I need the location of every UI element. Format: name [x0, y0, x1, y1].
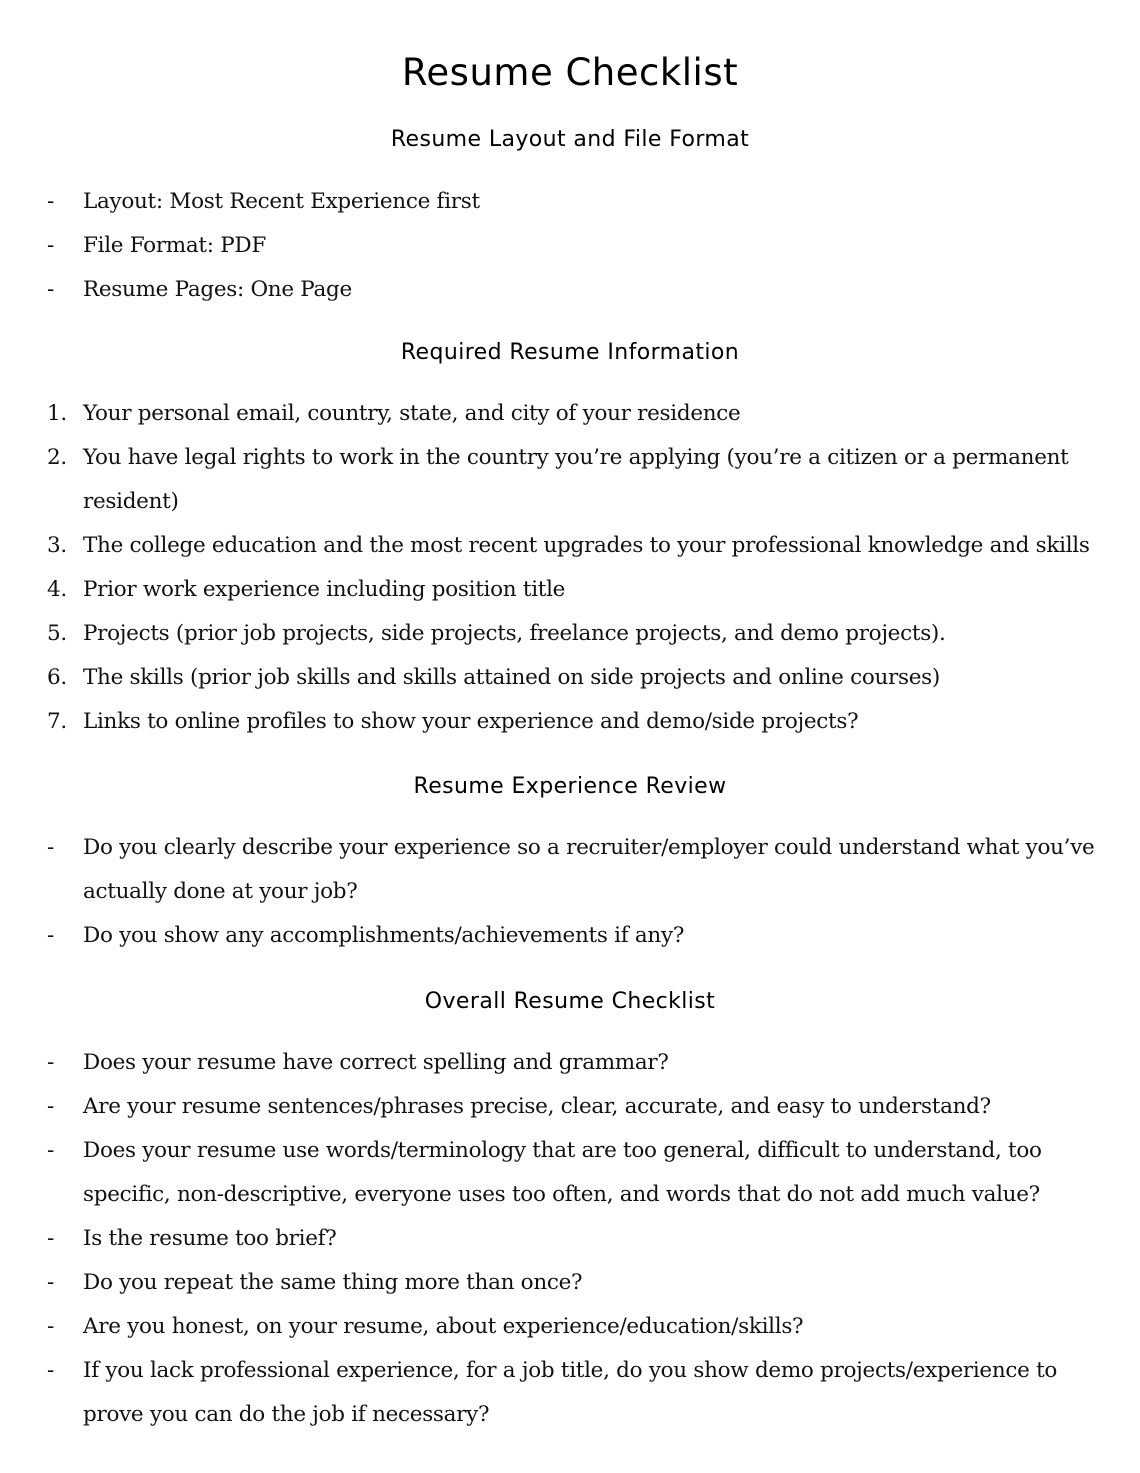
list-item-text: File Format: PDF — [83, 233, 266, 258]
dash-bullet: - — [47, 1358, 54, 1383]
dash-bullet: - — [47, 233, 54, 258]
list-item-text: Your personal email, country, state, and city of your residence — [83, 401, 741, 426]
list-item — [0, 656, 1140, 700]
dash-bullet: - — [47, 189, 54, 214]
section-heading-overall-checklist: Overall Resume Checklist — [424, 989, 716, 1014]
list-item — [0, 1041, 1140, 1085]
list-item — [0, 1305, 1140, 1349]
required-info-list — [0, 392, 1140, 744]
list-number: 6. — [47, 665, 67, 690]
overall-checklist-list — [0, 1041, 1140, 1437]
list-item — [0, 826, 1140, 914]
list-item-text: If you lack professional experience, for a job title, do you show demo projects/experience to prove you can do the job if necessary? — [83, 1358, 1058, 1427]
experience-review-list — [0, 826, 1140, 958]
section-heading-experience-review: Resume Experience Review — [413, 774, 727, 799]
dash-bullet: - — [47, 1270, 54, 1295]
list-item-text: Layout: Most Recent Experience first — [83, 189, 480, 214]
list-item-text: Do you show any accomplishments/achievements if any? — [83, 923, 685, 948]
list-item-text: You have legal rights to work in the country you’re applying (you’re a citizen or a permanent resident) — [83, 445, 1069, 514]
document-title: Resume Checklist — [401, 51, 739, 94]
list-item-text: The skills (prior job skills and skills attained on side projects and online courses) — [83, 665, 940, 690]
section-heading-layout-format: Resume Layout and File Format — [390, 127, 750, 152]
list-item — [0, 700, 1140, 744]
list-item-text: The college education and the most recent upgrades to your professional knowledge and skills — [83, 533, 1090, 558]
list-item — [0, 1129, 1140, 1217]
list-item-text: Links to online profiles to show your experience and demo/side projects? — [83, 709, 859, 734]
list-number: 5. — [47, 621, 67, 646]
list-item — [0, 612, 1140, 656]
list-item — [0, 914, 1140, 958]
list-item — [0, 392, 1140, 436]
section-heading-required-info: Required Resume Information — [400, 340, 740, 365]
list-item — [0, 1261, 1140, 1305]
list-item-text: Resume Pages: One Page — [83, 277, 352, 302]
list-item-text: Prior work experience including position title — [83, 577, 566, 602]
list-item-text: Does your resume use words/terminology that are too general, difficult to understand, too specific, non-descriptive, everyone uses too often, and words that do not add much value? — [83, 1138, 1042, 1207]
list-item — [0, 268, 1140, 312]
list-item-text: Projects (prior job projects, side projects, freelance projects, and demo projects). — [83, 621, 946, 646]
dash-bullet: - — [47, 1138, 54, 1163]
dash-bullet: - — [47, 923, 54, 948]
list-item-text: Are you honest, on your resume, about experience/education/skills? — [83, 1314, 804, 1339]
list-item-text: Does your resume have correct spelling and grammar? — [83, 1050, 669, 1075]
list-item-text: Do you repeat the same thing more than once? — [83, 1270, 583, 1295]
dash-bullet: - — [47, 1314, 54, 1339]
list-number: 2. — [47, 445, 67, 470]
layout-format-list — [0, 180, 1140, 312]
list-item — [0, 1217, 1140, 1261]
list-number: 1. — [47, 401, 67, 426]
dash-bullet: - — [47, 277, 54, 302]
list-item — [0, 568, 1140, 612]
dash-bullet: - — [47, 1050, 54, 1075]
list-item — [0, 180, 1140, 224]
list-item-text: Is the resume too brief? — [83, 1226, 337, 1251]
list-item — [0, 524, 1140, 568]
dash-bullet: - — [47, 835, 54, 860]
list-item — [0, 1085, 1140, 1129]
list-item-text: Are your resume sentences/phrases precise, clear, accurate, and easy to understand? — [83, 1094, 991, 1119]
dash-bullet: - — [47, 1094, 54, 1119]
list-item — [0, 1349, 1140, 1437]
list-item — [0, 436, 1140, 524]
dash-bullet: - — [47, 1226, 54, 1251]
list-item — [0, 224, 1140, 268]
list-number: 7. — [47, 709, 67, 734]
list-number: 3. — [47, 533, 67, 558]
list-number: 4. — [47, 577, 67, 602]
list-item-text: Do you clearly describe your experience so a recruiter/employer could understand what you’ve actually done at your job? — [83, 835, 1095, 904]
